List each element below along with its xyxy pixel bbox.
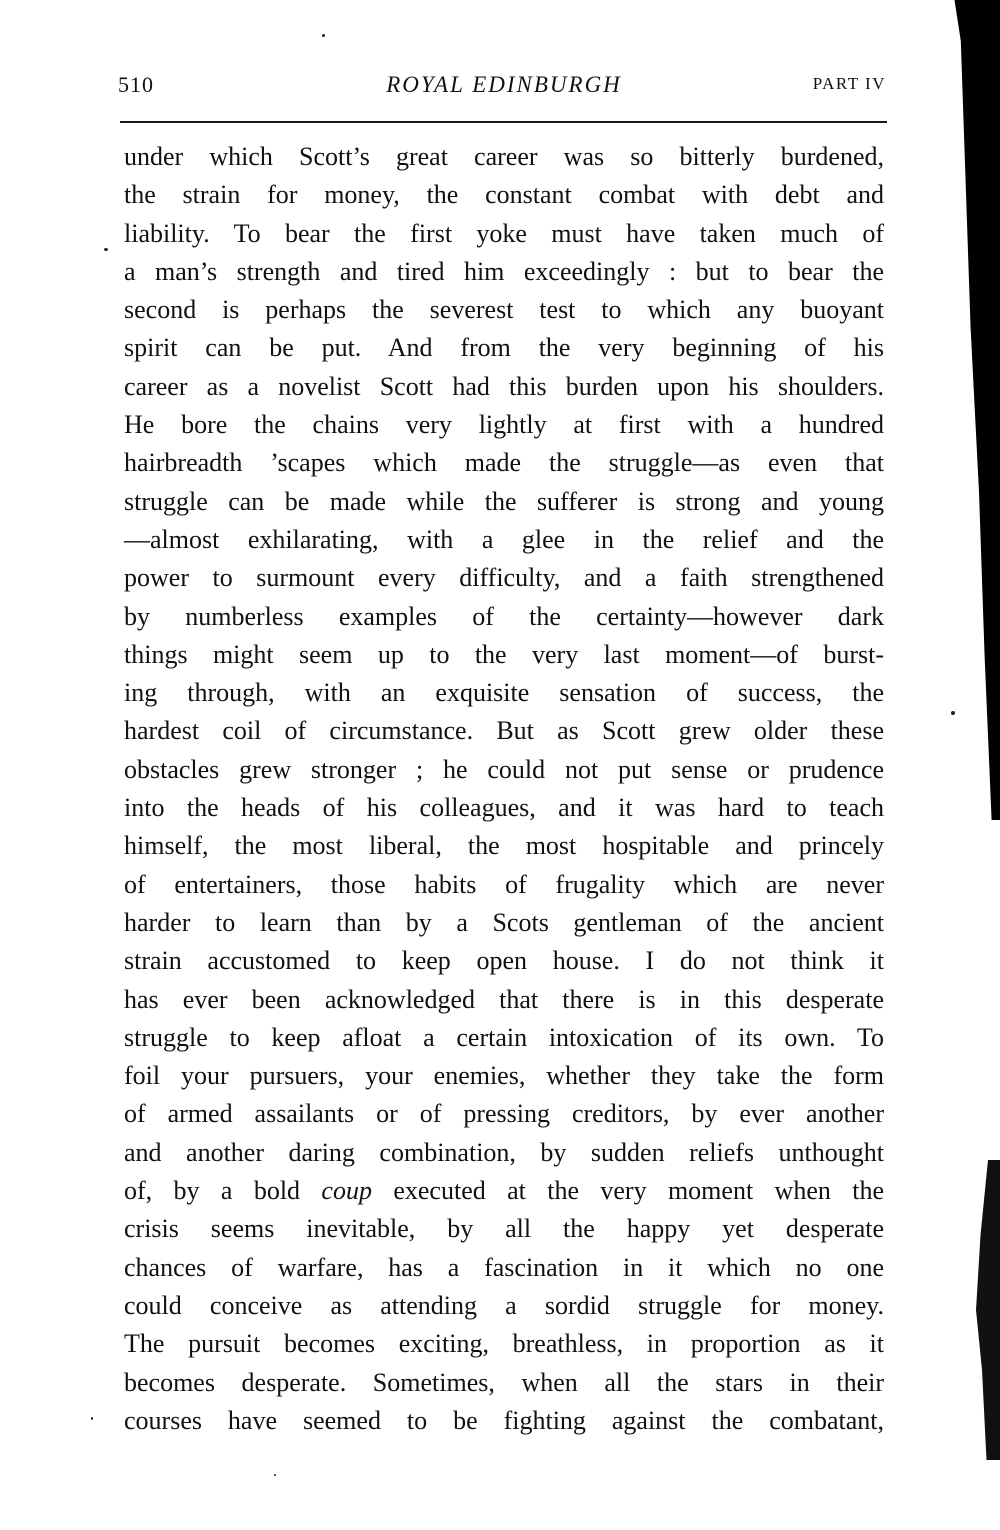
text-line: and another daring combination, by sudden reliefs unthought [124, 1137, 884, 1167]
scan-speck [274, 1474, 276, 1476]
text-line: spirit can be put. And from the very beginning of his [124, 333, 884, 363]
text-line: strain accustomed to keep open house. I do not think it [124, 946, 884, 976]
text-line: could conceive as attending a sordid struggle for money. [124, 1290, 884, 1320]
text-line: ing through, with an exquisite sensation of success, the [124, 678, 884, 708]
text-line: hairbreadth ’scapes which made the struggle—as even that [124, 448, 884, 478]
text-line: courses have seemed to be fighting against the combatant, [124, 1405, 884, 1435]
text-segment: executed at the very moment when the [393, 1176, 884, 1206]
text-line: liability. To bear the first yoke must have taken much of [124, 218, 884, 248]
binding-shadow-lower [970, 1160, 1000, 1460]
text-line: becomes desperate. Sometimes, when all the stars in their [124, 1367, 884, 1397]
scan-speck [322, 34, 325, 37]
text-line: foil your pursuers, your enemies, whether they take the form [124, 1061, 884, 1091]
text-line: has ever been acknowledged that there is in this desperate [124, 984, 884, 1014]
text-line: a man’s strength and tired him exceedingly : but to bear the [124, 256, 884, 286]
scan-speck [951, 711, 955, 715]
running-head [118, 72, 886, 104]
text-line: career as a novelist Scott had this burden upon his shoulders. [124, 371, 884, 401]
text-line: into the heads of his colleagues, and it was hard to teach [124, 793, 884, 823]
running-title: ROYAL EDINBURGH [386, 72, 622, 97]
page-number: 510 [118, 72, 154, 97]
body-text [124, 138, 884, 1440]
text-line: harder to learn than by a Scots gentleman of the ancient [124, 907, 884, 937]
text-line: of armed assailants or of pressing creditors, by ever another [124, 1099, 884, 1129]
text-line: of entertainers, those habits of frugality which are never [124, 869, 884, 899]
text-line: chances of warfare, has a fascination in it which no one [124, 1252, 884, 1282]
text-line: struggle to keep afloat a certain intoxication of its own. To [124, 1022, 884, 1052]
text-line: things might seem up to the very last moment—of burst- [124, 639, 884, 669]
scan-speck [104, 248, 108, 251]
text-line: —almost exhilarating, with a glee in the relief and the [124, 524, 884, 554]
text-segment: of, by a bold [124, 1176, 301, 1206]
text-line: power to surmount every difficulty, and a faith strengthened [124, 563, 884, 593]
text-line: The pursuit becomes exciting, breathless, in proportion as it [124, 1329, 884, 1359]
italic-word: coup [321, 1176, 372, 1206]
header-rule [120, 121, 887, 123]
text-line: He bore the chains very lightly at first with a hundred [124, 410, 884, 440]
text-line: struggle can be made while the sufferer is strong and young [124, 486, 884, 516]
text-line: under which Scott’s great career was so bitterly burdened, [124, 142, 884, 171]
scan-binding-shadow [920, 0, 1000, 1530]
text-line: crisis seems inevitable, by all the happy yet desperate [124, 1214, 884, 1244]
text-line-with-italic [124, 1172, 884, 1210]
text-line: hardest coil of circumstance. But as Scott grew older these [124, 716, 884, 746]
text-line: the strain for money, the constant combat with debt and [124, 180, 884, 210]
text-line: obstacles grew stronger ; he could not put sense or prudence [124, 754, 884, 784]
text-line: by numberless examples of the certainty—however dark [124, 601, 884, 631]
text-line: second is perhaps the severest test to which any buoyant [124, 295, 884, 325]
text-line: himself, the most liberal, the most hospitable and princely [124, 831, 884, 861]
binding-shadow-upper [930, 0, 1000, 820]
scan-speck [91, 1417, 93, 1420]
part-label: PART IV [812, 74, 886, 93]
